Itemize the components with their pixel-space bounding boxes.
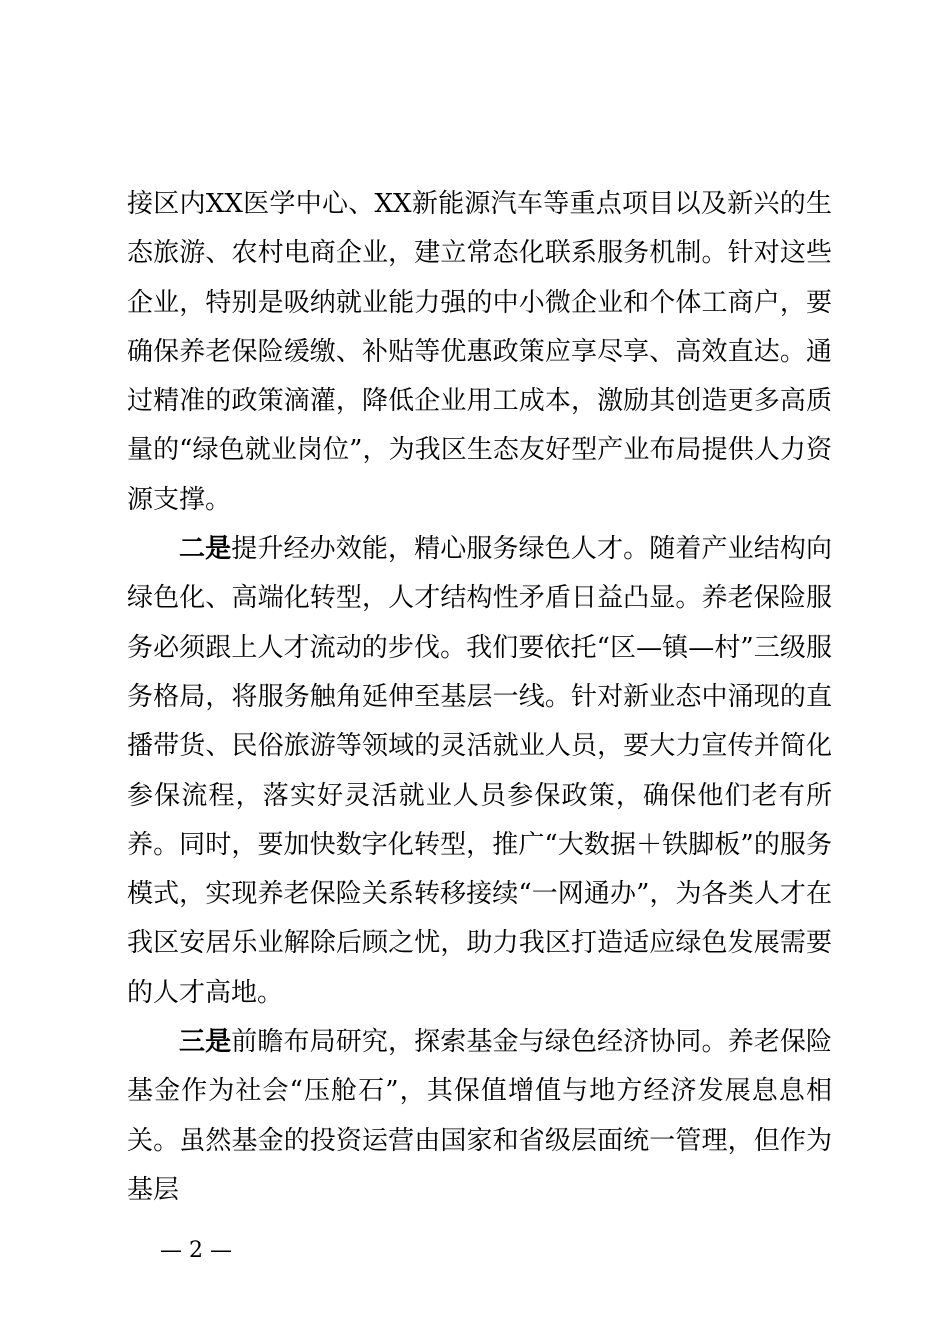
paragraph-3-lead: 三是 <box>179 1027 232 1058</box>
paragraph-1 <box>127 180 832 525</box>
page-number: — 2 — <box>160 1238 232 1263</box>
paragraph-2-text: 提升经办效能，精心服务绿色人才。随着产业结构向绿色化、高端化转型，人才结构性矛盾日益凸显。养老保险服务必须跟上人才流动的步伐。我们要依托“区—镇—村”三级服务格局，将服务触角延伸至基层一线。针对新业态中涌现的直播带货、民俗旅游等领域的灵活就业人员，要大力宣传并简化参保流程，落实好灵活就业人员参保政策，确保他们老有所养。同时，要加快数字化转型，推广“大数据＋铁脚板”的服务模式，实现养老保险关系转移接续“一网通办”，为各类人才在我区安居乐业解除后顾之忧，助力我区打造适应绿色发展需要的人才高地。 <box>127 534 832 1008</box>
paragraph-3 <box>127 1018 832 1215</box>
paragraph-1-text: 接区内XX医学中心、XX新能源汽车等重点项目以及新兴的生态旅游、农村电商企业，建立常态化联系服务机制。针对这些企业，特别是吸纳就业能力强的中小微企业和个体工商户，要确保养老保险缓缴、补贴等优惠政策应享尽享、高效直达。通过精准的政策滴灌，降低企业用工成本，激励其创造更多高质量的“绿色就业岗位”，为我区生态友好型产业布局提供人力资源支撑。 <box>127 189 832 515</box>
document-body <box>127 180 832 1215</box>
paragraph-2-lead: 二是 <box>179 534 232 565</box>
paragraph-3-text: 前瞻布局研究，探索基金与绿色经济协同。养老保险基金作为社会“压舱石”，其保值增值与地方经济发展息息相关。虽然基金的投资运营由国家和省级层面统一管理，但作为基层 <box>127 1027 832 1205</box>
paragraph-2 <box>127 525 832 1018</box>
